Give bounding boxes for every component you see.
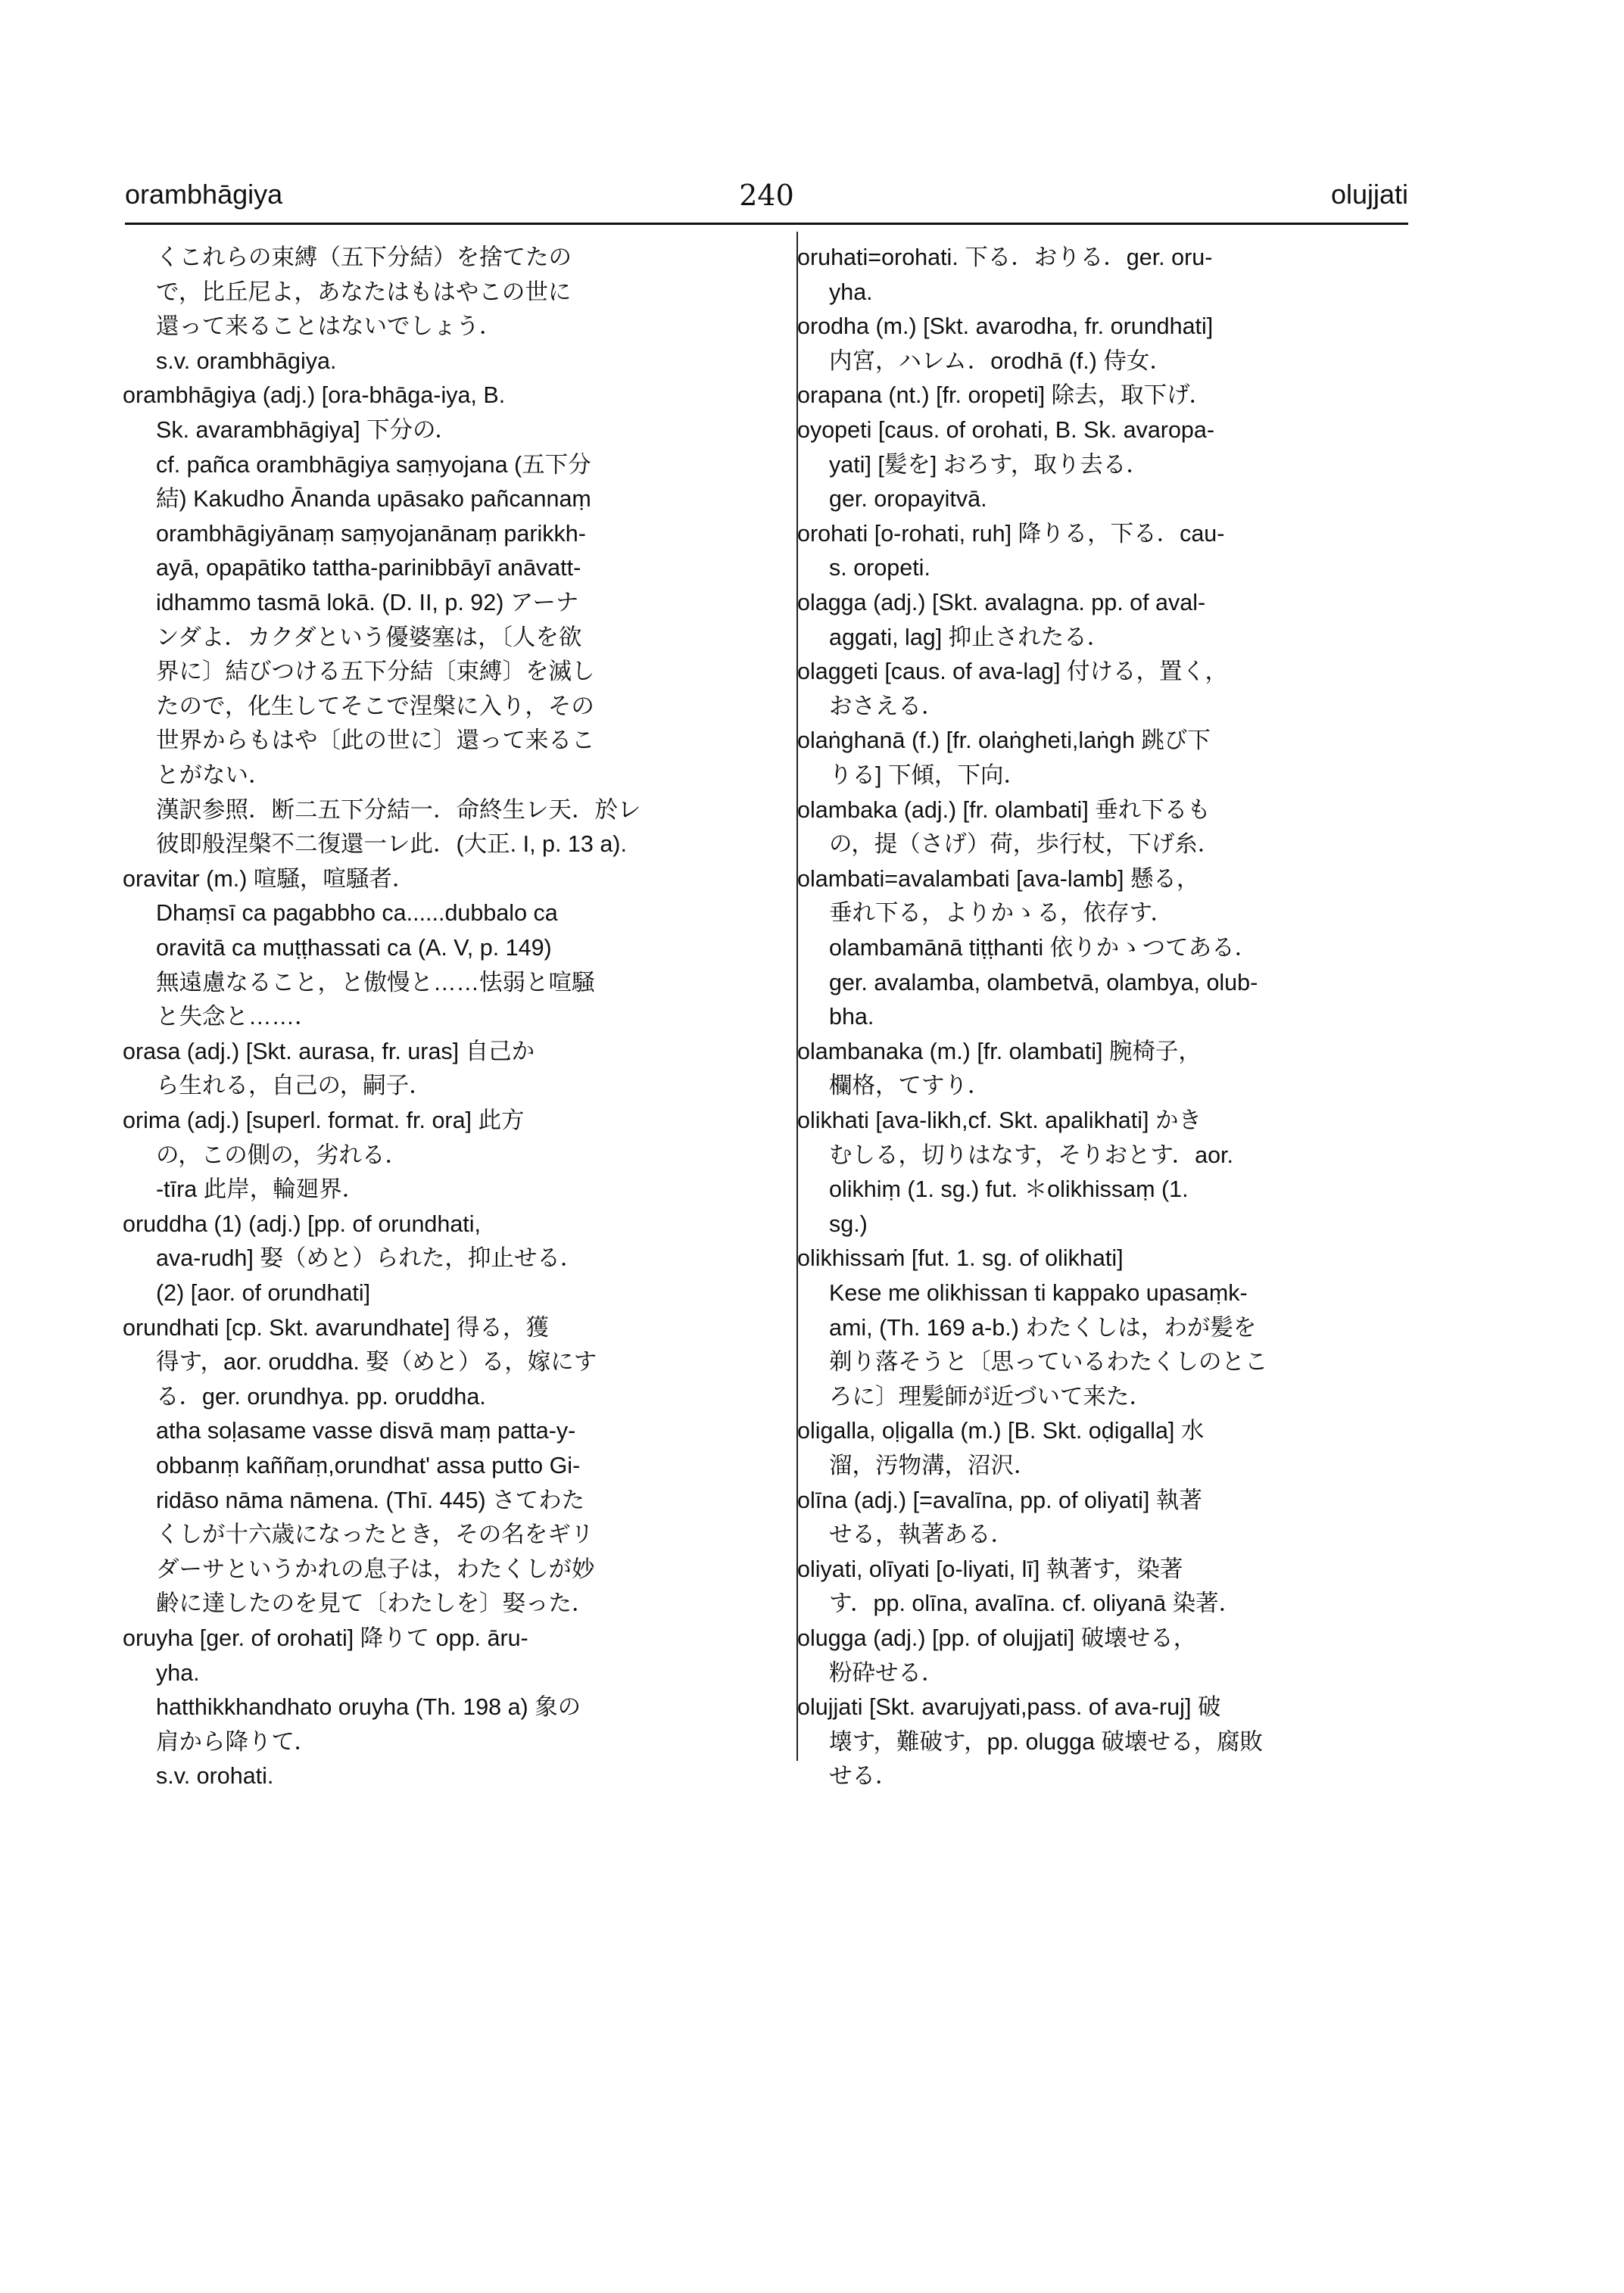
text-line: sg.) bbox=[829, 1210, 868, 1237]
entry-headline: olīna (adj.) [=avalīna, pp. of oliyati] 執著 bbox=[797, 1487, 1202, 1513]
page-number: 240 bbox=[739, 179, 794, 212]
entry-headline: orohati [o-rohati, ruh] 降りる，下る．cau- bbox=[797, 520, 1225, 547]
text-line: ンダよ．カクダという優婆塞は，〔人を欲 bbox=[156, 624, 582, 650]
text-line: 壊す，難破す，pp. olugga 破壊せる，腐敗 bbox=[829, 1728, 1264, 1755]
entry-headline: orundhati [cp. Skt. avarundhate] 得る，獲 bbox=[123, 1314, 549, 1341]
text-line: yha. bbox=[156, 1659, 200, 1686]
text-line: ろに〕理髪師が近づいて来た． bbox=[829, 1383, 1152, 1410]
entry-headline: olambanaka (m.) [fr. olambati] 腕椅子， bbox=[797, 1038, 1202, 1064]
text-line: yha. bbox=[829, 279, 873, 305]
text-line: ら生れる，自己の，嗣子． bbox=[156, 1073, 432, 1099]
entry-headline: orambhāgiya (adj.) [ora-bhāga-iya, B. bbox=[123, 382, 506, 409]
header-left-word: orambhāgiya bbox=[125, 179, 283, 210]
text-line: olikhiṃ (1. sg.) fut. ＊olikhissaṃ (1. bbox=[829, 1176, 1189, 1203]
entry-headline: orodha (m.) [Skt. avarodha, fr. orundhati] bbox=[797, 313, 1214, 340]
text-line: ger. oropayitvā. bbox=[829, 486, 987, 512]
text-line: Sk. avarambhāgiya] 下分の． bbox=[156, 417, 458, 443]
entry-headline: oruyha [ger. of orohati] 降りて opp. āru- bbox=[123, 1625, 528, 1651]
page-header bbox=[125, 179, 1408, 224]
entry-headline: olikhati [ava-likh,cf. Skt. apalikhati] かき bbox=[797, 1108, 1202, 1133]
text-line: おさえる． bbox=[829, 693, 945, 719]
entry-headline: olaggeti [caus. of ava-lag] 付ける，置く， bbox=[797, 659, 1228, 685]
text-line: す．pp. olīna, avalīna. cf. oliyanā 染著． bbox=[829, 1590, 1242, 1617]
text-line: むしる，切りはなす，そりおとす．aor. bbox=[829, 1142, 1233, 1168]
text-line: 世界からもはや〔此の世に〕還って来るこ bbox=[156, 727, 595, 754]
text-line: 溜，汚物溝，沼沢． bbox=[829, 1453, 1037, 1478]
text-line: 結) Kakudho Ānanda upāsako pañcannaṃ bbox=[156, 486, 591, 512]
text-line: 界に〕結びつける五下分結〔束縛〕を滅し bbox=[156, 659, 595, 685]
text-line: 無遠慮なること，と傲慢と……怯弱と喧騒 bbox=[156, 969, 595, 995]
entry-headline: oyopeti [caus. of orohati, B. Sk. avaropa- bbox=[797, 417, 1214, 443]
text-line: 内宮，ハレム．orodhā (f.) 侍女． bbox=[829, 347, 1173, 374]
text-line: 垂れ下る，よりかゝる，依存す． bbox=[829, 900, 1174, 927]
entry-headline: olujjati [Skt. avarujyati,pass. of ava-ruj] 破 bbox=[797, 1694, 1221, 1721]
text-line: ava-rudh] 娶（めと）られた，抑止せる． bbox=[156, 1245, 584, 1272]
text-line: る．ger. orundhya. pp. oruddha. bbox=[156, 1383, 486, 1410]
text-line: せる，執著ある． bbox=[829, 1522, 1014, 1548]
text-line: で，比丘尼よ，あなたはもはやこの世に bbox=[156, 279, 572, 305]
text-line: たので，化生してそこで涅槃に入り，その bbox=[156, 693, 594, 719]
text-line: 漢訳参照．断二五下分結一．命終生レ天．於レ bbox=[156, 796, 641, 823]
entry-headline: olaṅghanā (f.) [fr. olaṅgheti,laṅgh 跳び下 bbox=[797, 727, 1211, 754]
text-line: ayā, opapātiko tattha-parinibbāyī anāvatt- bbox=[156, 555, 581, 581]
text-line: olambamānā tiṭṭhanti 依りかゝつてある． bbox=[829, 935, 1258, 961]
entry-headline: orapana (nt.) [fr. oropeti] 除去，取下げ． bbox=[797, 382, 1212, 409]
text-line: 得す，aor. oruddha. 娶（めと）る，嫁にす bbox=[156, 1349, 597, 1375]
text-line: 肩から降りて． bbox=[156, 1728, 317, 1755]
text-line: 齢に達したのを見て〔わたしを〕娶った． bbox=[156, 1590, 595, 1617]
text-line: とがない． bbox=[156, 762, 272, 788]
text-line: Kese me olikhissan ti kappako upasaṃk- bbox=[829, 1280, 1248, 1306]
entry-headline: oruhati=orohati. 下る．おりる．ger. oru- bbox=[797, 245, 1213, 270]
entry-headline: oligalla, oḷigalla (m.) [B. Skt. oḍigalla] 水 bbox=[797, 1418, 1205, 1444]
text-line: 剃り落そうと〔思っているわたくしのとこ bbox=[829, 1349, 1268, 1375]
entry-headline: oravitar (m.) 喧騒，喧騒者． bbox=[123, 865, 416, 892]
text-line: せる． bbox=[829, 1763, 899, 1790]
entry-headline: olambaka (adj.) [fr. olambati] 垂れ下るも bbox=[797, 796, 1211, 823]
text-line: (2) [aor. of orundhati] bbox=[156, 1280, 371, 1306]
text-line: ami, (Th. 169 a-b.) わたくしは，わが髪を bbox=[829, 1314, 1257, 1341]
text-line: くこれらの束縛（五下分結）を捨てたの bbox=[156, 245, 572, 270]
entry-headline: orima (adj.) [superl. format. fr. ora] 此方 bbox=[123, 1108, 525, 1133]
text-line: idhammo tasmā lokā. (D. II, p. 92) アーナ bbox=[156, 590, 579, 615]
column-divider bbox=[796, 232, 798, 1761]
entry-headline: olikhissaṁ [fut. 1. sg. of olikhati] bbox=[797, 1245, 1124, 1272]
text-line: bha. bbox=[829, 1004, 874, 1030]
text-line: hatthikkhandhato oruyha (Th. 198 a) 象の bbox=[156, 1694, 581, 1721]
text-line: 還って来ることはないでしょう． bbox=[156, 313, 503, 340]
text-line: の，提（さげ）荷，歩行杖，下げ糸． bbox=[829, 831, 1221, 858]
text-line: obbanṃ kaññaṃ,orundhat' assa putto Gi- bbox=[156, 1453, 581, 1478]
entry-headline: oliyati, olīyati [o-liyati, lī] 執著す，染著 bbox=[797, 1556, 1183, 1582]
text-line: りる] 下傾，下向． bbox=[829, 762, 1027, 788]
text-line: aggati, lag] 抑止されたる． bbox=[829, 624, 1111, 650]
entry-headline: olugga (adj.) [pp. of olujjati] 破壊せる， bbox=[797, 1625, 1197, 1651]
entry-headline: olambati=avalambati [ava-lamb] 懸る， bbox=[797, 865, 1200, 892]
header-rule bbox=[125, 223, 1408, 225]
text-line: と失念と……． bbox=[156, 1004, 318, 1030]
text-line: ger. avalamba, olambetvā, olambya, olub- bbox=[829, 969, 1258, 995]
text-line: -tīra 此岸，輪廻界． bbox=[156, 1176, 366, 1203]
text-line: cf. pañca orambhāgiya saṃyojana (五下分 bbox=[156, 451, 591, 478]
text-line: 彼即般涅槃不二復還一レ此．(大正. I, p. 13 a). bbox=[156, 831, 627, 858]
text-line: ダーサというかれの息子は，わたくしが妙 bbox=[156, 1556, 595, 1582]
text-line: 粉砕せる． bbox=[829, 1659, 945, 1686]
text-line: 欄格，てすり． bbox=[829, 1073, 991, 1099]
entry-headline: olagga (adj.) [Skt. avalagna. pp. of aval- bbox=[797, 590, 1206, 615]
entry-headline: oruddha (1) (adj.) [pp. of orundhati, bbox=[123, 1210, 482, 1237]
text-line: atha soḷasame vasse disvā maṃ patta-y- bbox=[156, 1418, 576, 1444]
text-line: oravitā ca muṭṭhassati ca (A. V, p. 149) bbox=[156, 935, 552, 961]
text-line: s.v. orohati. bbox=[156, 1763, 274, 1790]
text-line: orambhāgiyānaṃ saṃyojanānaṃ parikkh- bbox=[156, 520, 586, 547]
entry-headline: orasa (adj.) [Skt. aurasa, fr. uras] 自己か bbox=[123, 1038, 535, 1064]
text-line: Dhaṃsī ca pagabbho ca......dubbalo ca bbox=[156, 900, 558, 927]
text-line: yati] [髪を] おろす，取り去る． bbox=[829, 451, 1149, 478]
text-line: くしが十六歳になったとき，その名をギリ bbox=[156, 1522, 594, 1548]
text-line: ridāso nāma nāmena. (Thī. 445) さてわた bbox=[156, 1487, 585, 1513]
text-line: の，この側の，劣れる． bbox=[156, 1142, 409, 1168]
header-right-word: olujjati bbox=[1330, 179, 1408, 210]
text-line: s.v. orambhāgiya. bbox=[156, 347, 337, 374]
text-line: s. oropeti. bbox=[829, 555, 930, 581]
